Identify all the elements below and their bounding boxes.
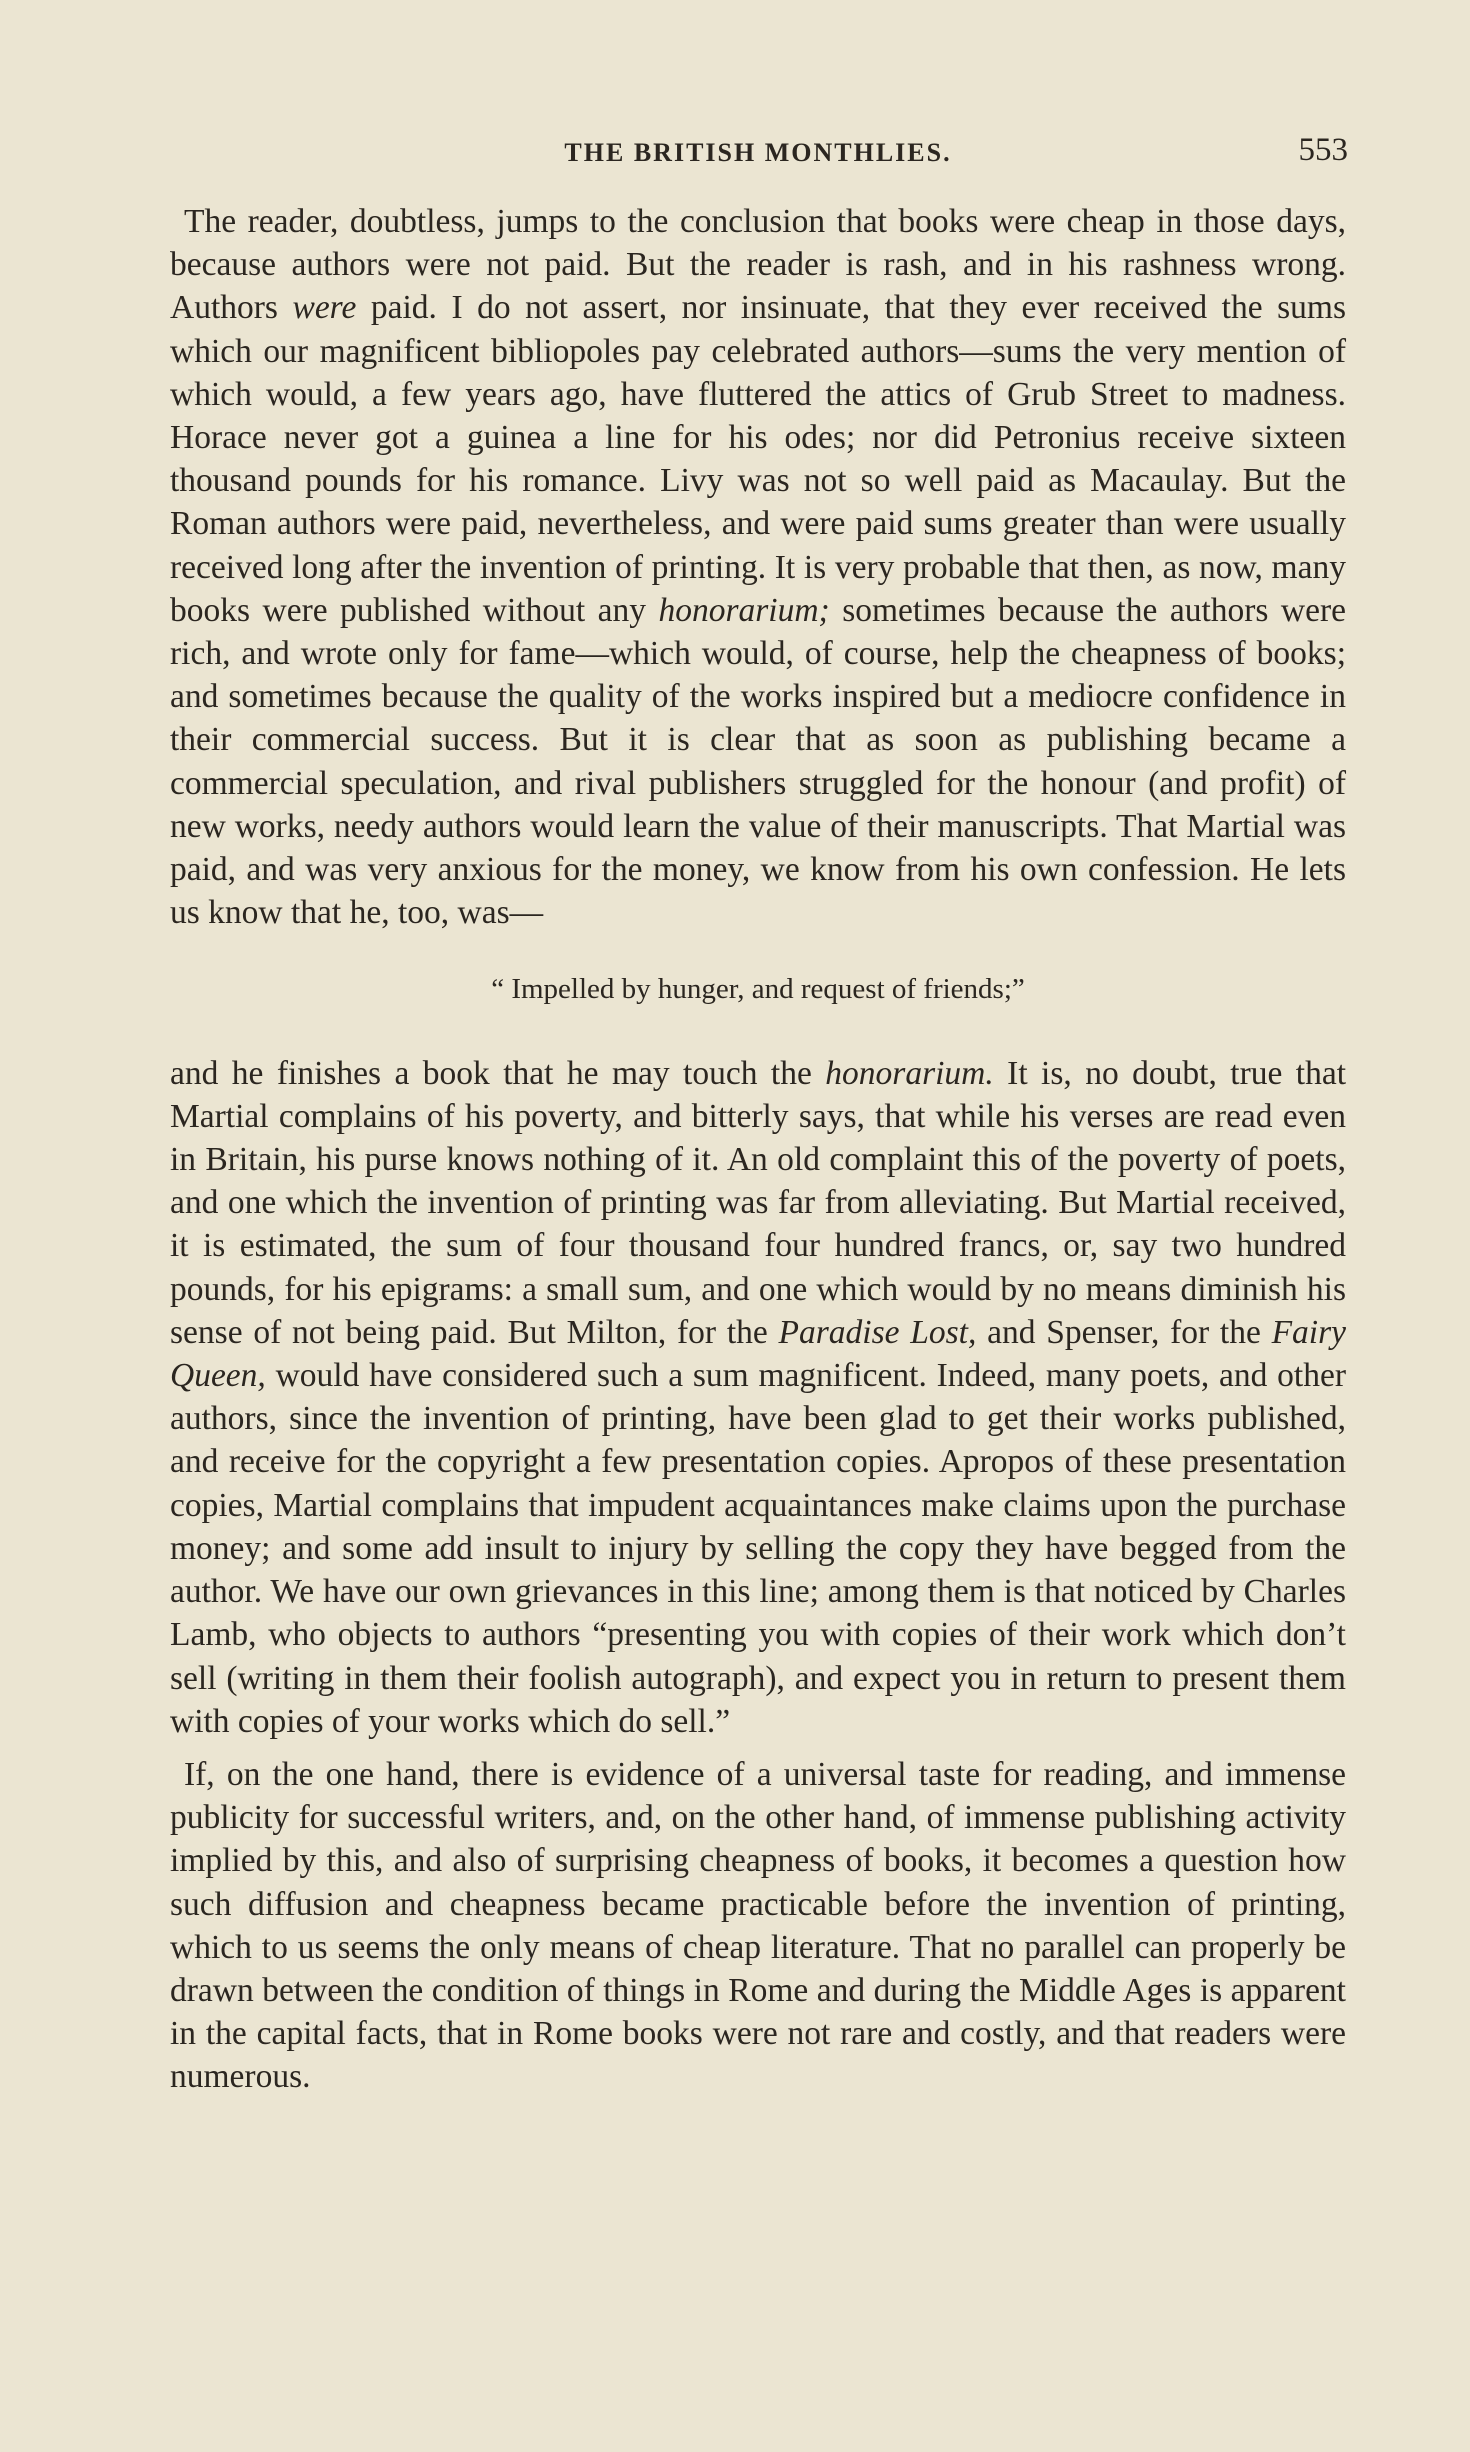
- paragraph-3: If, on the one hand, there is evidence of a universal taste for reading, and immense publicity for successful writers, and, on the other hand, of immense publishing activity implied by this, and also of surprising cheapness of books, it becomes a question how such diffusion and cheapness became practicable before the invention of printing, which to us seems the only means of cheap literature. That no parallel can properly be drawn between the condition of things in Rome and during the Middle Ages is apparent in the capital facts, that in Rome books were not rare and costly, and that readers were numerous.: [170, 1755, 1346, 2096]
- running-title: THE BRITISH MONTHLIES.: [564, 138, 952, 167]
- paragraph-2-italic-1: honorarium.: [825, 1054, 994, 1092]
- paragraph-2-italic-3: Fairy Queen,: [170, 1313, 1346, 1395]
- paragraph-1-text-2: paid. I do not assert, nor insinuate, that they ever received the sums which our magnificent bibliopoles pay celebrated authors—sums the very mention of which would, a few years ago, have fluttered the attics of Grub Street to madness. Horace never got a guinea a line for his odes; nor did Petronius receive sixteen thousand pounds for his romance. Livy was not so well paid as Macaulay. But the Roman authors were paid, nevertheless, and were paid sums greater than were usually received long after the invention of printing. It is very probable that then, as now, many books were published without any: [170, 289, 1346, 629]
- paragraph-1-italic-1: were: [292, 289, 357, 327]
- paragraph-2-text-4: would have considered such a sum magnificent. Indeed, many poets, and other authors, since the invention of printing, have been glad to get their works published, and receive for the copyright a few presentation copies. Apropos of these presentation copies, Martial complains that impudent acquaintances make claims upon the purchase money; and some add insult to injury by selling the copy they have begged from the author. We have our own grievances in this line; among them is that noticed by Charles Lamb, who objects to authors “presenting you with copies of their work which don’t sell (writing in them their foolish autograph), and expect you in return to present them with copies of your works which do sell.”: [170, 1357, 1346, 1740]
- body-text: [170, 200, 1346, 2099]
- paragraph-2-text-2: It is, no doubt, true that Martial complains of his poverty, and bitterly says, that while his verses are read even in Britain, his purse knows nothing of it. An old complaint this of the poverty of poets, and one which the invention of printing was far from alleviating. But Martial received, it is estimated, the sum of four thousand four hundred francs, or, say two hundred pounds, for his epigrams: a small sum, and one which would by no means diminish his sense of not being paid. But Milton, for the: [170, 1054, 1347, 1351]
- paragraph-2-italic-2: Paradise Lost,: [778, 1313, 977, 1351]
- paragraph-2-text-1: and he finishes a book that he may touch the: [170, 1054, 826, 1092]
- paragraph-1-italic-2: honorarium;: [658, 591, 830, 629]
- verse-quote: “ Impelled by hunger, and request of friends;”: [491, 973, 1025, 1006]
- paragraph-1-text-3: sometimes because the authors were rich, and wrote only for fame—which would, of course, help the cheapness of books; and sometimes because the quality of the works inspired but a mediocre confidence in their commercial success. But it is clear that as soon as publishing became a commercial speculation, and rival publishers struggled for the honour (and profit) of new works, needy authors would learn the value of their manuscripts. That Martial was paid, and was very anxious for the money, we know from his own confession. He lets us know that he, too, was—: [170, 591, 1346, 932]
- paragraph-1-text-1: The reader, doubtless, jumps to the conclusion that books were cheap in those days, because authors were not paid. But the reader is rash, and in his rashness wrong. Authors: [170, 203, 1346, 327]
- paragraph-1: [170, 200, 1346, 934]
- paragraph-2-text-3: and Spenser, for the: [976, 1313, 1272, 1351]
- page-number: 553: [1298, 132, 1348, 168]
- page-header: [168, 132, 1348, 180]
- paragraph-2: [170, 1052, 1346, 1743]
